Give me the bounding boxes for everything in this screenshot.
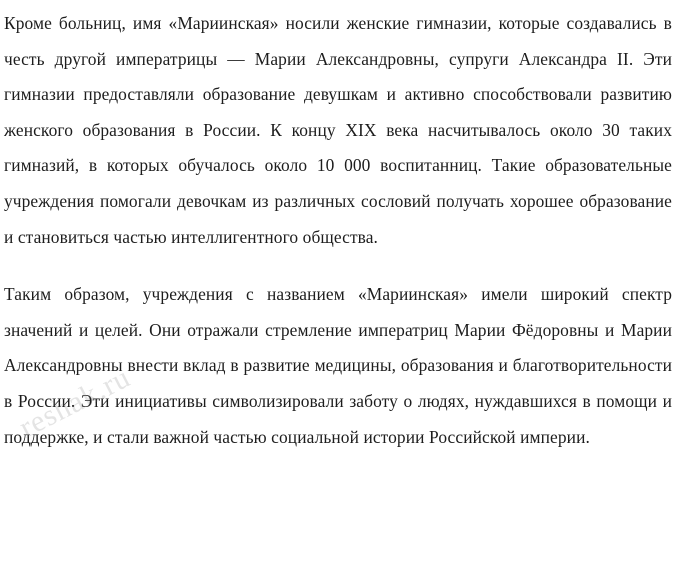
paragraph-2: Таким образом, учреждения с названием «Мариинская» имели широкий спектр значений и целей. Они отражали стремление императриц Марии Фёдоровны и Марии Александровны внести вклад в развитие медицины, образования и благотворительности в России. Эти инициативы символизировали заботу о людях, нуждавшихся в помощи и поддержке, и стали важной частью социальной истории Российской империи. [4, 284, 672, 447]
watermark-text: reshak.ru [14, 360, 136, 445]
paragraph-1: Кроме больниц, имя «Мариинская» носили женские гимназии, которые создавались в честь другой императрицы — Марии Александровны, супруги Александра II. Эти гимназии предоставляли образование девушкам и активно способствовали развитию женского образования в России. К концу XIX века насчитывалось около 30 таких гимназий, в которых обучалось около 10 000 воспитанниц. Такие образовательные учреждения помогали девочкам из различных сословий получать хорошее образование и становиться частью интеллигентного общества. [4, 13, 672, 247]
